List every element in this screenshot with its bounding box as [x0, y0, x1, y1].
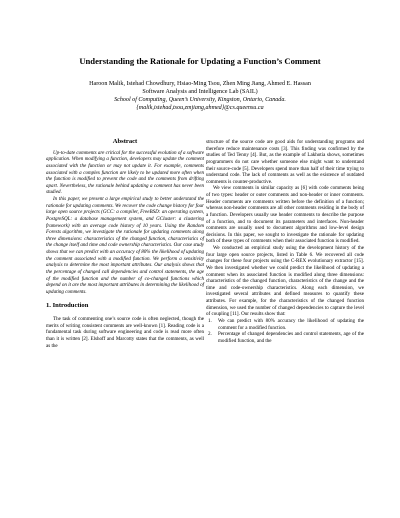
paper-header — [0, 56, 400, 112]
paper-title: Understanding the Rationale for Updating a Function’s Comment — [79, 56, 321, 66]
intro-paragraph-1-continued: structure of the source code are good aids for understanding programs and therefore reduce maintenance costs [3]. This finding was confirmed by the studies of Ted Tenny [4]. But, as the example of Lakhotia shows, sometimes programmers do not care whether someone else might want to understand their source-code [5]. Developers spend more than half of their time trying to understand code. The lack of comments as well as the existence of outdated comments is counter-productive. — [206, 139, 364, 185]
left-column — [46, 139, 204, 349]
intro-paragraph-3: We conducted an empirical study using the development history of the four large open source projects, listed in Table 6. We recovered all code changes for these four projects using the C-REX evolutionary extractor [15]. We then investigated whether we could predict the likelihood of updating a comment when its associated function is modified along three dimensions: characteristics of the changed function, characteristics of the change and the time and code-ownership characteristics. Along each dimension, we investigated several attributes and defined measures to quantify these attributes. For example, for the characteristics of the changed function dimension, we used the number of changed dependencies to capture the level of coupling [11]. Our results show that: — [206, 245, 364, 318]
abstract-paragraph-1: Up-to-date comments are critical for the successful evolution of a software application. When modifying a function, developers may update the comment associated with the function or may not update it. For example, comments associated with a complex function are likely to be updated more often when the function is modified to prevent the code and the comments from drifting apart. Nevertheless, the rationale behind updating a comment has never been studied. — [46, 149, 205, 196]
author-emails: {malik,istehad,tsou,zmjiang,ahmed}@cs.queensu.ca — [136, 105, 264, 111]
author-list: Haroon Malik, Istehad Chowdhury, Hsiao-Ming Tsou, Zhen Ming Jiang, Ahmed E. Hassan — [89, 81, 311, 87]
introduction-heading: 1. Introduction — [46, 302, 89, 310]
right-column — [206, 139, 364, 344]
lab-name: Software Analysis and Intelligence Lab (SAIL) — [142, 89, 258, 95]
list-number: 1. — [208, 317, 212, 324]
list-text: Percentage of changed dependencies and control statements, age of the modified function, and the — [218, 331, 364, 344]
results-list — [206, 318, 364, 345]
list-text: We can predict with 80% accuracy the likelihood of updating the comment for a modified function. — [218, 317, 364, 331]
list-item — [206, 318, 364, 331]
abstract-paragraph-2: In this paper, we present a large empirical study to better understand the rationale for updating comments. We recover the code change history for four large open source projects (GCC: a compiler, FreeBSD: an operating system, PostgreSQL: a database management system, and GCluster: a clustering framework) with an average code history of 10 years. Using the Random Forests algorithm, we investigate the rationale for updating comments along three dimensions: characteristics of the changed function, characteristics of the change itself and time and code ownership characteristics. Our case study shows that we can predict with an accuracy of 80% the likelihood of updating the comment associated with a modified function. We perform a sensitivity analysis to determine the most important attributes. Our analysis shows that the percentage of changed call dependencies and control statements, the age of the modified function and the number of co-changed functions which depend on it are the most important attributes in determining the likelihood of updating comments. — [46, 196, 204, 295]
list-item — [206, 331, 364, 344]
intro-paragraph-2: We view comments in similar capacity as [6] with code comments being of two types: header or outer comments and non-header or inner comments. Header comments are comments written before the definition of a function; whereas non-header comments are all other comments residing in the body of a function. Developers usually use header comments to describe the purpose of a function, and to document its parameters and interfaces. Non-header comments are usually used to document algorithms and low-level design decisions. In this paper, we sought to investigate the rationale for updating both of these types of comments when their associated function is modified. — [206, 185, 364, 245]
abstract-section — [46, 139, 204, 295]
abstract-heading: Abstract — [112, 138, 138, 145]
list-number: 2. — [208, 331, 212, 338]
intro-paragraph-1: The task of commenting one’s source code is often neglected, though the merits of writing consistent comments are well-known [1]. Reading code is a fundamental task during software engineering and code is read more often than it is written [2]. Elshoff and Marcotty states that the comments, as well as the — [46, 316, 204, 349]
affiliation: School of Computing, Queen’s University, Kingston, Ontario, Canada. — [114, 97, 286, 103]
